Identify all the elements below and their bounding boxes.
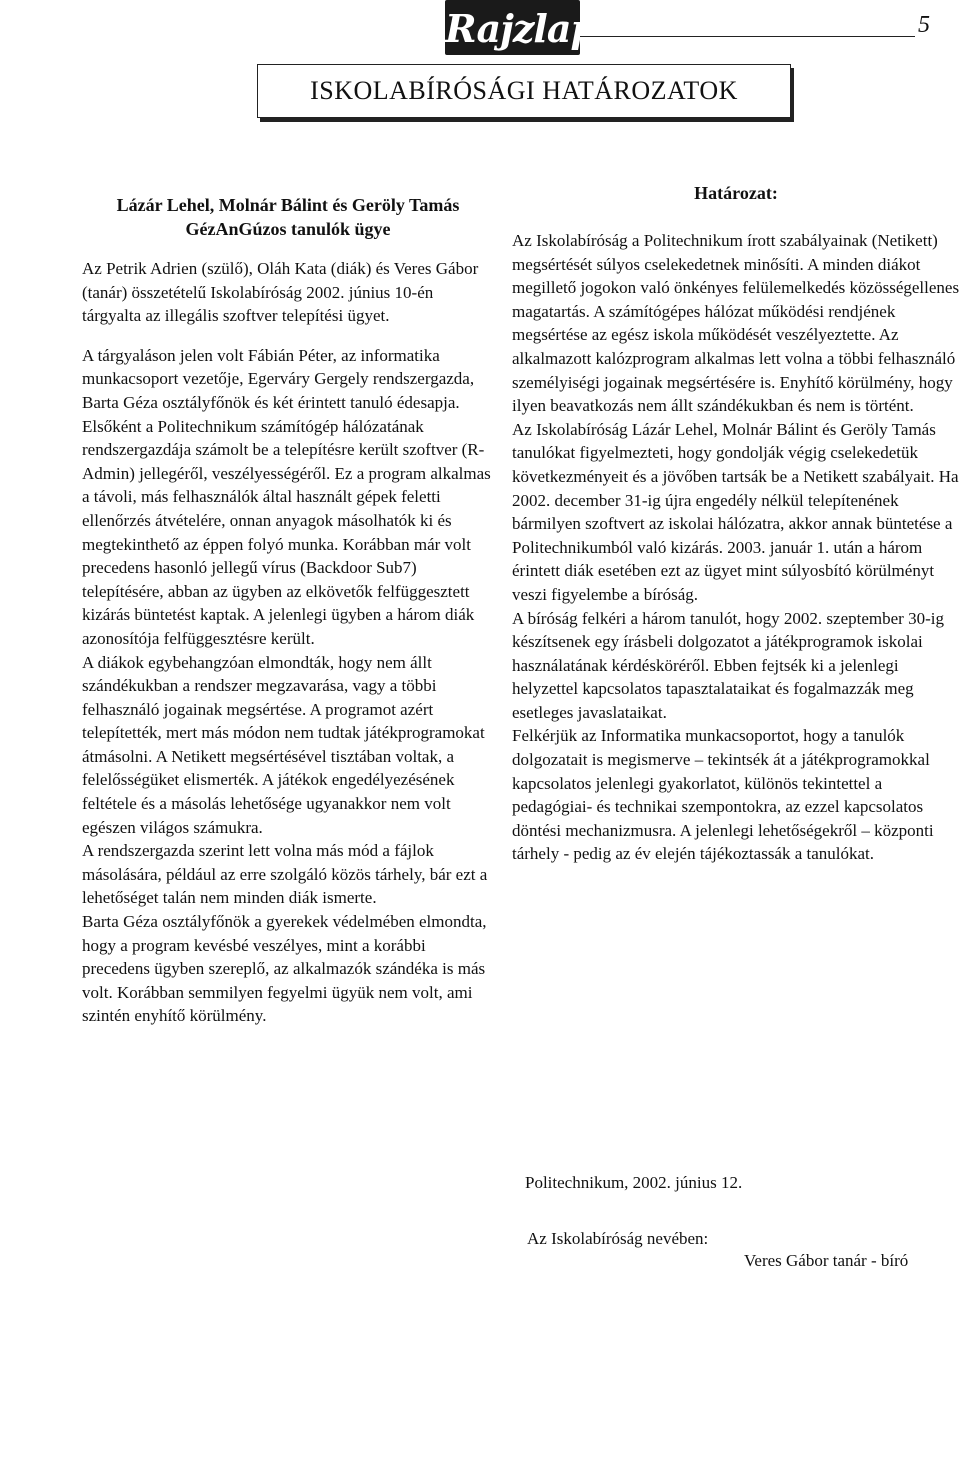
paragraph-admin-report: Elsőként a Politechnikum számítógép hálózatának rendszergazdája számolt be a telepítésre került szoftver (R-Admin) jellegéről, veszélyességéről. Ez a program alkalmas a távoli, más felhasználók által használt gépek feletti ellenőrzés átvételére, onnan anyagok másolhatók ki és megtekinthető az éppen folyó munka. Korábban már volt precedens hasonló jellegű vírus (Backdoor Sub7) telepítésére, abban az ügyben az elkövetők felfüggesztett kizárás büntetést kaptak. A jelenlegi ügyben a három diák azonosítója felfüggesztésre került. <box>82 416 491 648</box>
signoff-on-behalf: Az Iskolabíróság nevében: <box>527 1229 709 1248</box>
verdict-heading: Határozat: <box>694 183 778 203</box>
signoff-date: Politechnikum, 2002. június 12. <box>525 1173 743 1192</box>
paragraph-verdict: Az Iskolabíróság a Politechnikum írott szabályainak (Netikett) megsértését súlyos cselekedetnek minősíti. A minden diákot megillető jogokon való önkényes felülemelkedés közösségellenes magatartás. A számítógépes hálózat működési rendjének megsértése az egész iskola működését veszélyeztette. Az alkalmazott kalózprogram alkalmas lett volna a többi felhasználó személyiségi jogainak megsértésére is. Enyhítő körülmény, hogy ilyen beavatkozás nem állt szándékukban és nem is történt. <box>512 231 960 416</box>
masthead-logo <box>445 0 597 55</box>
paragraph-warning: Az Iskolabíróság Lázár Lehel, Molnár Bálint és Geröly Tamás tanulókat figyelmezteti, hogy gondolják végig cselekedetük következményeit és a jövőben tartsák be a Netikett szabályait. Ha 2002. december 31-ig újra engedély nélkül telepítenének bármilyen szoftvert az iskolai hálózatra, akkor annak büntetése a Politechnikumból való kizárás. 2003. január 1. után a három érintett diák esetében ezt az ügyet mint súlyosbító körülményt veszi figyelembe a bíróság. <box>512 419 959 604</box>
paragraph-admin-opinion: A rendszergazda szerint lett volna más mód a fájlok másolására, például az erre szolgáló közös tárhely, bár ezt a lehetőséget talán nem minden diák ismerte. <box>82 841 488 908</box>
logo-text: Rajzlap <box>445 6 597 51</box>
paragraph-essay-task: A bíróság felkéri a három tanulót, hogy 2002. szeptember 30-ig készítsenek egy írásbeli dolgozatot a játékprogramok iskolai használatának kérdésköréről. Ebben fejtsék ki a jelenlegi helyzettel kapcsolatos tapasztalataikat és fogalmazzák meg esetleges javaslataikat. <box>512 608 944 722</box>
paragraph-teacher-defense: Barta Géza osztályfőnök a gyerekek védelmében elmondta, hogy a program kevésbé veszélyes, mint a korábbi precedens ügyben szereplő, az alkalmazók szándéka is más volt. Korábban semmilyen fegyelmi ügyük nem volt, ami szintén enyhítő körülmény. <box>82 912 487 1026</box>
page-number: 5 <box>918 12 930 38</box>
paragraph-attendees: A tárgyaláson jelen volt Fábián Péter, az informatika munkacsoport vezetője, Egerváry Gergely rendszergazda, Barta Géza osztályfőnök és két érintett tanuló édesapja. <box>82 345 475 412</box>
signoff-judge: Veres Gábor tanár - bíró <box>744 1251 909 1270</box>
page-title: ISKOLABÍRÓSÁGI HATÁROZATOK <box>257 64 791 118</box>
case-title: Lázár Lehel, Molnár Bálint és Geröly Tamás GézAnGúzos tanulók ügye <box>116 195 460 239</box>
left-column <box>82 193 494 1028</box>
right-column <box>512 181 960 866</box>
paragraph-panel: Az Petrik Adrien (szülő), Oláh Kata (diák) és Veres Gábor (tanár) összetételű Iskolabíróság 2002. június 10-én tárgyalta az illegális szoftver telepítési ügyet. <box>82 259 479 326</box>
paragraph-students-statement: A diákok egybehangzóan elmondták, hogy nem állt szándékukban a rendszer megzavarása, vagy a többi felhasználó jogainak megsértése. A programot azért telepítették, mert más módon nem tudtak játékprogramokat átmásolni. A Netikett megsértésével tisztában voltak, a felelősségüket elismerték. A játékok engedélyezésének feltétele és a másolás lehetősége ugyanakkor nem volt egészen világos számukra. <box>82 652 485 837</box>
paragraph-workgroup-request: Felkérjük az Informatika munkacsoportot, hogy a tanulók dolgozatait is megismerve – tekintsék át a játékprogramokkal kapcsolatos jelenlegi gyakorlatot, különös tekintettel a pedagógiai- és technikai szempontokra, az ezzel kapcsolatos döntési mechanizmusra. A jelenlegi lehetőségekről – központi tárhely - pedig az év elején tájékoztassák a tanulókat. <box>512 726 934 864</box>
header-rule <box>580 36 915 37</box>
